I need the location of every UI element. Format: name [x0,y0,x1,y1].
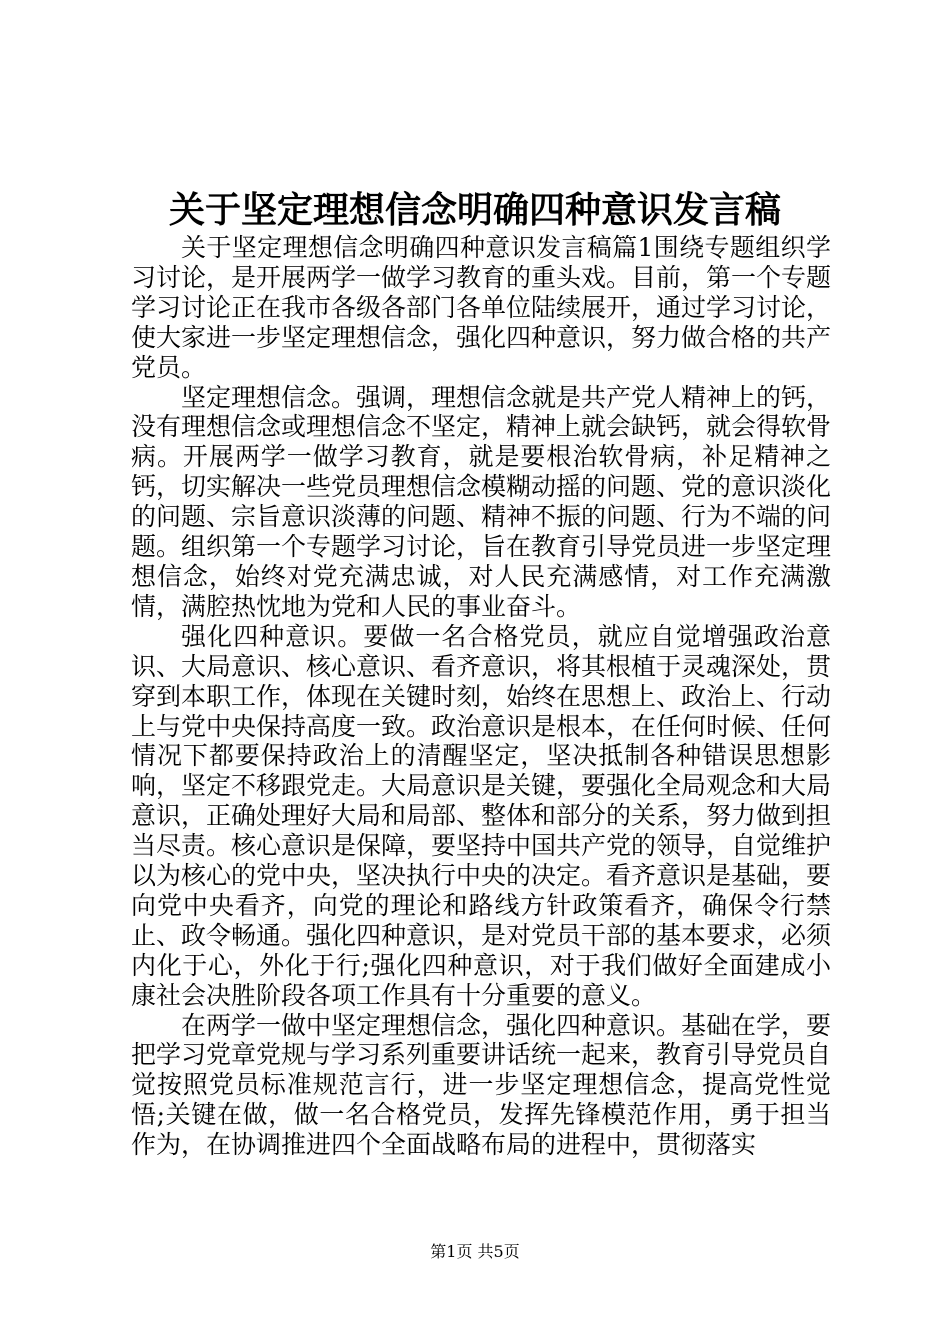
document-body [131,233,831,1160]
paragraph-ideals-beliefs: 坚定理想信念。强调，理想信念就是共产党人精神上的钙，没有理想信念或理想信念不坚定，精神上就会缺钙，就会得软骨病。开展两学一做学习教育，就是要根治软骨病，补足精神之钙，切实解决一些党员理想信念模糊动摇的问题、党的意识淡化的问题、宗旨意识淡薄的问题、精神不振的问题、行为不端的问题。组织第一个专题学习讨论，旨在教育引导党员进一步坚定理想信念，始终对党充满忠诚，对人民充满感情，对工作充满激情，满腔热忱地为党和人民的事业奋斗。 [131,382,832,621]
paragraph-two-studies: 在两学一做中坚定理想信念，强化四种意识。基础在学，要把学习党章党规与学习系列重要讲话统一起来，教育引导党员自觉按照党员标准规范言行，进一步坚定理想信念，提高党性觉悟;关键在做，做一名合格党员，发挥先锋模范作用，勇于担当作为，在协调推进四个全面战略布局的进程中，贯彻落实 [131,1010,832,1160]
paragraph-four-consciousness: 强化四种意识。要做一名合格党员，就应自觉增强政治意识、大局意识、核心意识、看齐意识，将其根植于灵魂深处，贯穿到本职工作，体现在关键时刻，始终在思想上、政治上、行动上与党中央保持高度一致。政治意识是根本，在任何时候、任何情况下都要保持政治上的清醒坚定，坚决抵制各种错误思想影响，坚定不移跟党走。大局意识是关键，要强化全局观念和大局意识，正确处理好大局和局部、整体和部分的关系，努力做到担当尽责。核心意识是保障，要坚持中国共产党的领导，自觉维护以为核心的党中央，坚决执行中央的决定。看齐意识是基础，要向党中央看齐，向党的理论和路线方针政策看齐，确保令行禁止、政令畅通。强化四种意识，是对党员干部的基本要求，必须内化于心，外化于行;强化四种意识，对于我们做好全面建成小康社会决胜阶段各项工作具有十分重要的意义。 [131,621,832,1010]
document-title: 关于坚定理想信念明确四种意识发言稿 [168,189,781,231]
paragraph-intro: 关于坚定理想信念明确四种意识发言稿篇1围绕专题组织学习讨论，是开展两学一做学习教育的重头戏。目前，第一个专题学习讨论正在我市各级各部门各单位陆续展开，通过学习讨论，使大家进一步坚定理想信念，强化四种意识，努力做合格的共产党员。 [131,233,832,382]
page-footer: 第1页 共5页 [430,1242,520,1261]
